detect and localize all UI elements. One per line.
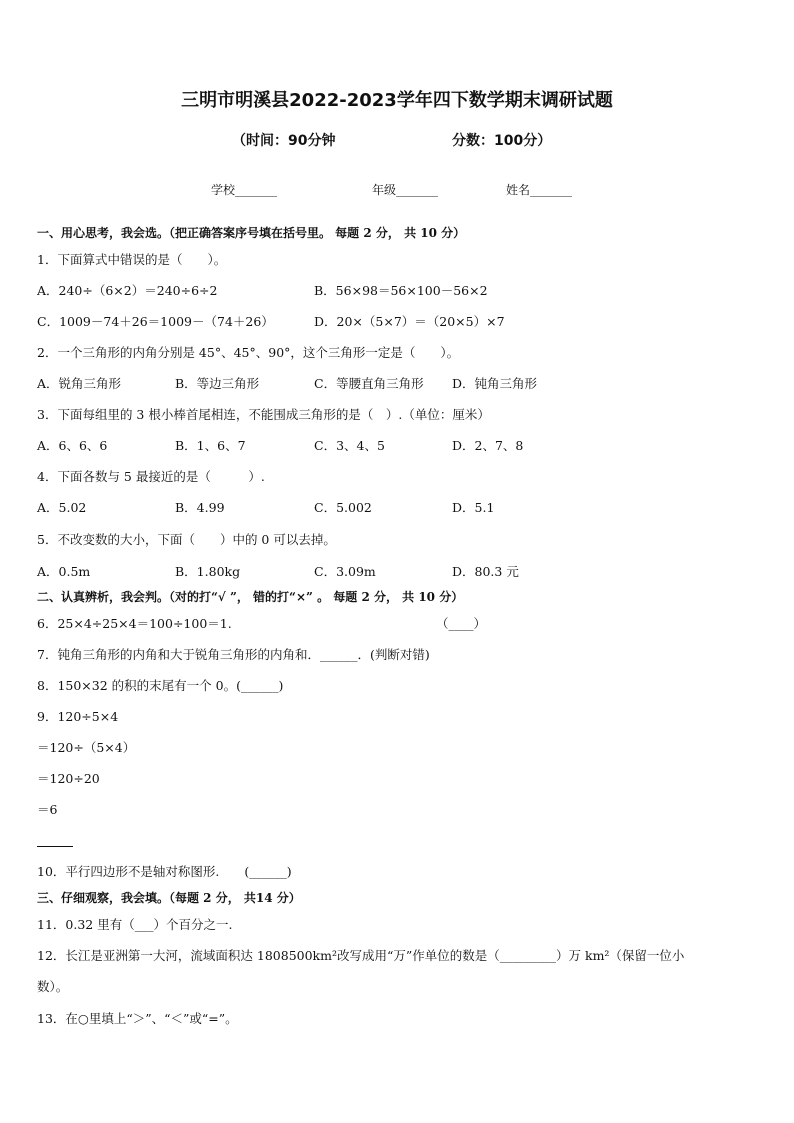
question-6: 6．25×4÷25×4＝100÷100＝1. xyxy=(37,616,232,631)
q1-option-b: B．56×98＝56×100－56×2 xyxy=(314,283,488,298)
name-field: 姓名_______ xyxy=(506,183,573,197)
section-3-heading: 三、仔细观察，我会填。（每题 2 分， 共14 分） xyxy=(37,891,301,905)
q4-option-c: C．5.002 xyxy=(314,500,372,515)
q5-option-b: B．1.80kg xyxy=(175,564,241,579)
exam-time: （时间：90分钟 xyxy=(232,133,336,149)
question-7: 7．钝角三角形的内角和大于锐角三角形的内角和．______．(判断对错) xyxy=(37,647,430,662)
question-12-line-2: 数）。 xyxy=(37,979,69,994)
q1-option-d: D．20×（5×7）＝（20×5）×7 xyxy=(314,314,505,329)
q2-option-a: A．锐角三角形 xyxy=(37,376,122,391)
question-13: 13．在○里填上“＞”、“＜”或“=”。 xyxy=(37,1011,238,1026)
question-3: 3．下面每组里的 3 根小棒首尾相连，不能围成三角形的是（ ）.（单位：厘米） xyxy=(37,407,490,422)
q4-option-d: D．5.1 xyxy=(452,500,495,515)
q2-option-d: D．钝角三角形 xyxy=(452,376,538,391)
question-11: 11．0.32 里有（___）个百分之一. xyxy=(37,917,233,932)
q2-option-b: B．等边三角形 xyxy=(175,376,260,391)
question-9-line-4: ＝6 xyxy=(37,802,58,817)
question-10: 10．平行四边形不是轴对称图形. (______) xyxy=(37,864,292,879)
question-9-answer-line[interactable] xyxy=(37,846,73,847)
q3-option-c: C．3、4、5 xyxy=(314,438,385,453)
page-title: 三明市明溪县2022-2023学年四下数学期末调研试题 xyxy=(181,90,613,111)
q4-option-b: B．4.99 xyxy=(175,500,225,515)
section-2-heading: 二、认真辨析，我会判。（对的打“√ ”， 错的打“×” 。 每题 2 分， 共 10 分） xyxy=(37,590,464,604)
q1-option-c: C．1009－74＋26＝1009－（74＋26） xyxy=(37,314,274,329)
section-1-heading: 一、用心思考，我会选。（把正确答案序号填在括号里。 每题 2 分， 共 10 分） xyxy=(37,226,466,240)
q3-option-b: B．1、6、7 xyxy=(175,438,246,453)
question-1: 1．下面算式中错误的是（ ）。 xyxy=(37,252,227,267)
q1-option-a: A．240÷（6×2）＝240÷6÷2 xyxy=(37,283,218,298)
question-5: 5．不改变数的大小，下面（ ）中的 0 可以去掉。 xyxy=(37,532,336,547)
q3-option-a: A．6、6、6 xyxy=(37,438,108,453)
question-9-line-2: ＝120÷（5×4） xyxy=(37,740,136,755)
q5-option-a: A．0.5m xyxy=(37,564,91,579)
q3-option-d: D．2、7、8 xyxy=(452,438,524,453)
question-12-line-1: 12．长江是亚洲第一大河，流域面积达 1808500km²改写成用“万”作单位的数是（_________）万 km²（保留一位小 xyxy=(37,948,685,963)
question-2: 2．一个三角形的内角分别是 45°、45°、90°，这个三角形一定是（ ）。 xyxy=(37,345,460,360)
question-9-line-1: 9．120÷5×4 xyxy=(37,709,119,724)
exam-score: 分数：100分） xyxy=(452,133,552,149)
school-field: 学校_______ xyxy=(211,183,278,197)
grade-field: 年级_______ xyxy=(372,183,439,197)
question-9-line-3: ＝120÷20 xyxy=(37,771,100,786)
q2-option-c: C．等腰直角三角形 xyxy=(314,376,424,391)
q6-answer-blank[interactable]: （____） xyxy=(436,616,487,631)
question-8: 8．150×32 的积的末尾有一个 0。(______) xyxy=(37,678,284,693)
q4-option-a: A．5.02 xyxy=(37,500,87,515)
q5-option-d: D．80.3 元 xyxy=(452,564,519,579)
q5-option-c: C．3.09m xyxy=(314,564,376,579)
question-4: 4．下面各数与 5 最接近的是（ ）. xyxy=(37,469,265,484)
